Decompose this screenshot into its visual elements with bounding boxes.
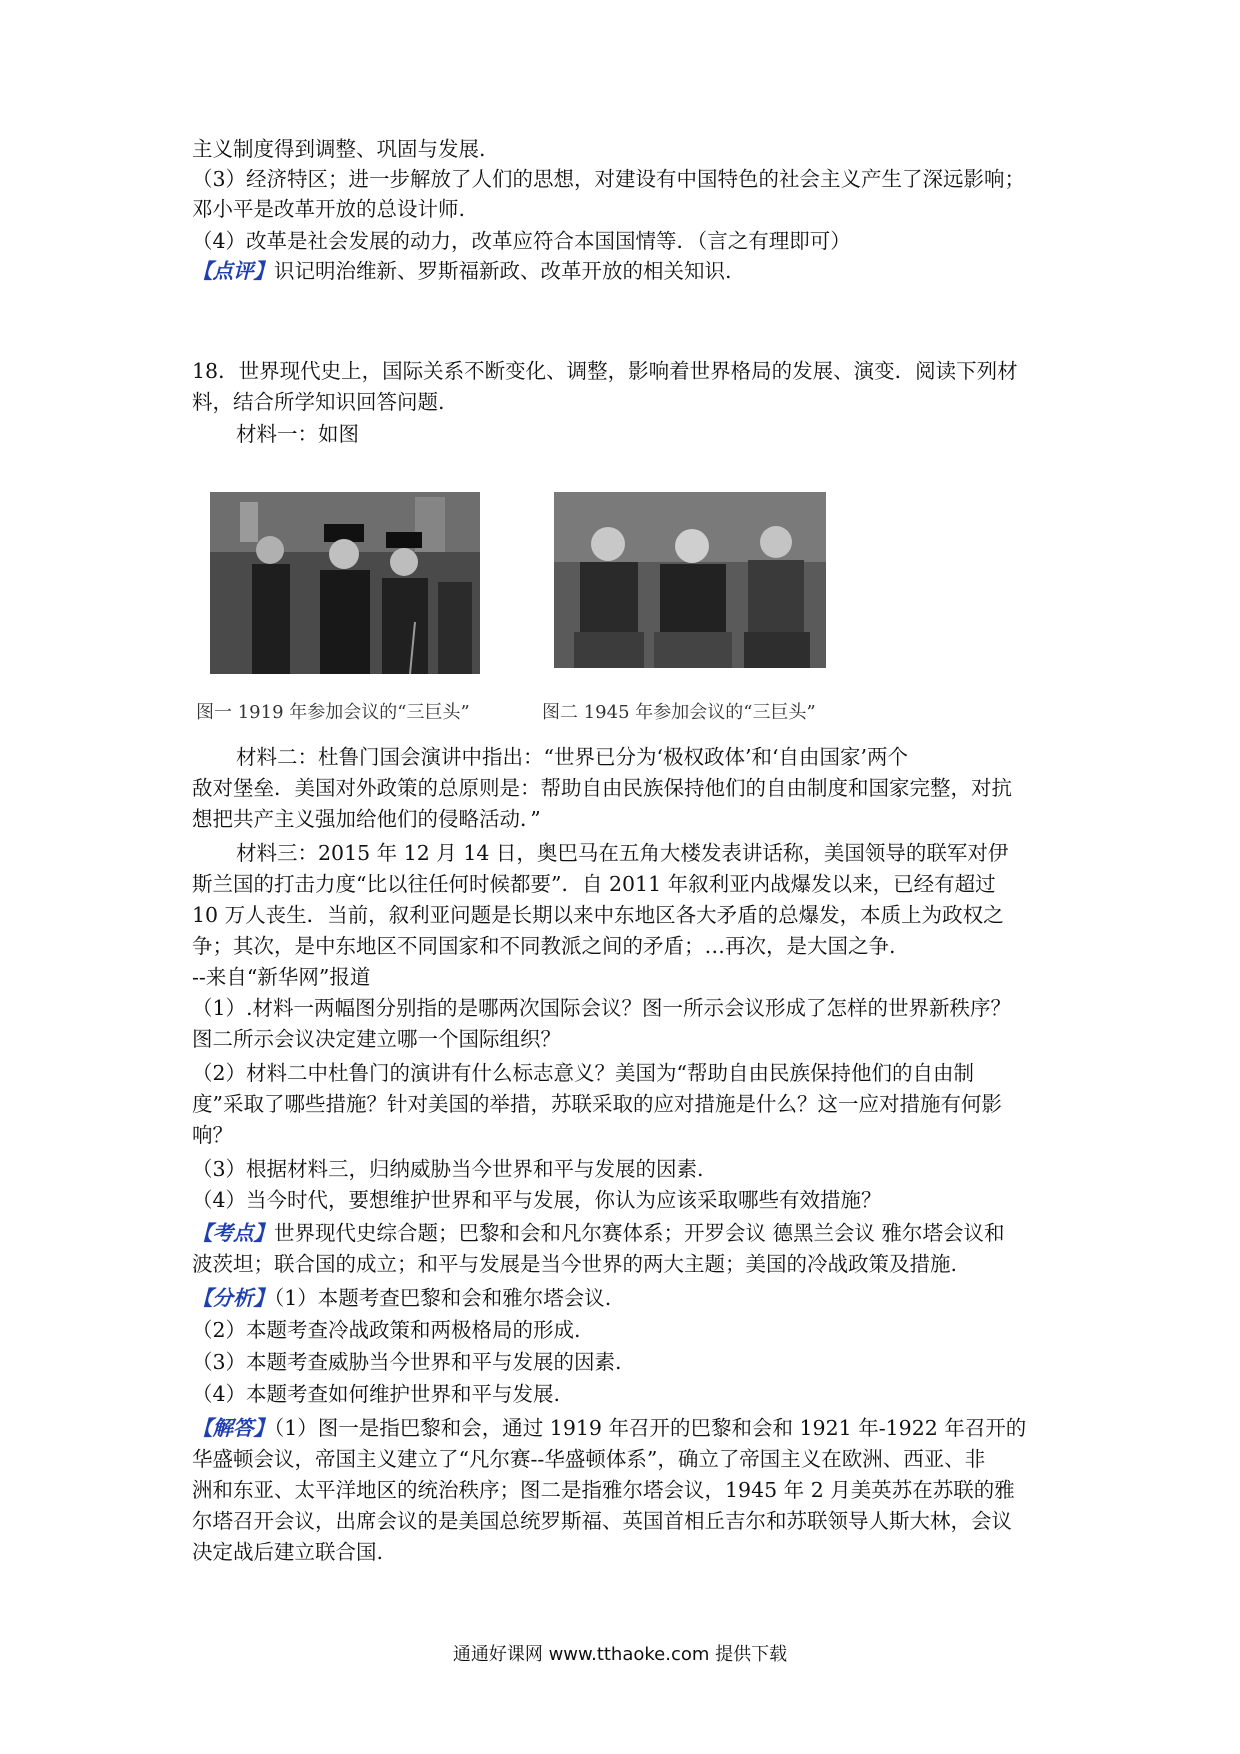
text-line: （3）经济特区；进一步解放了人们的思想，对建设有中国特色的社会主义产生了深远影响； [192,167,1026,191]
source-line: --来自“新华网”报道 [192,965,371,989]
question-part: （2）材料二中杜鲁门的演讲有什么标志意义？美国为“帮助自由民族保持他们的自由制 [192,1061,975,1085]
text-line: 洲和东亚、太平洋地区的统治秩序；图二是指雅尔塔会议，1945 年 2 月美英苏在苏联的雅 [192,1478,1015,1502]
text-line: 邓小平是改革开放的总设计师. [192,197,466,221]
text-line: （4）本题考查如何维护世界和平与发展. [192,1382,561,1406]
material-two-line: 材料二：杜鲁门国会演讲中指出：“世界已分为‘极权政体’和‘自由国家’两个 [236,745,909,769]
text-line: 10 万人丧生．当前，叙利亚问题是长期以来中东地区各大矛盾的总爆发，本质上为政权之 [192,903,1004,927]
figure-2-caption: 图二 1945 年参加会议的“三巨头” [542,702,816,723]
text-line: 华盛顿会议，帝国主义建立了“凡尔赛--华盛顿体系”，确立了帝国主义在欧洲、西亚、非 [192,1447,986,1471]
text-line: 尔塔召开会议，出席会议的是美国总统罗斯福、英国首相丘吉尔和苏联领导人斯大林，会议 [192,1509,1012,1533]
text-line: （4）改革是社会发展的动力，改革应符合本国国情等．（言之有理即可） [192,229,851,253]
text-line: 敌对堡垒．美国对外政策的总原则是：帮助自由民族保持他们的自由制度和国家完整，对抗 [192,776,1012,800]
text-line: 决定战后建立联合国. [192,1540,384,1564]
question-title: 18．世界现代史上，国际关系不断变化、调整，影响着世界格局的发展、演变．阅读下列材 [192,359,1018,383]
text-line: 度”采取了哪些措施？针对美国的举措，苏联采取的应对措施是什么？这一应对措施有何影 [192,1092,1002,1116]
comment-tag: 【点评】 [192,259,274,283]
question-part: （4）当今时代，要想维护世界和平与发展，你认为应该采取哪些有效措施？ [192,1188,882,1212]
text-line: 图二所示会议决定建立哪一个国际组织？ [192,1027,561,1051]
text-line: 料，结合所学知识回答问题. [192,390,445,414]
historical-photos [192,484,860,734]
photo-1919-big-three [210,492,480,674]
text-line: （2）本题考查冷战政策和两极格局的形成. [192,1318,581,1342]
text-line: 波茨坦；联合国的成立；和平与发展是当今世界的两大主题；美国的冷战政策及措施. [192,1252,958,1276]
text-line: 想把共产主义强加给他们的侵略活动．” [192,807,541,831]
answer-line [192,1413,1026,1443]
material-one-label: 材料一：如图 [236,422,359,446]
text-line: 争；其次，是中东地区不同国家和不同教派之间的矛盾；…再次，是大国之争. [192,934,896,958]
text-line: （3）本题考查威胁当今世界和平与发展的因素. [192,1350,622,1374]
kaodian-text: 世界现代史综合题；巴黎和会和凡尔赛体系；开罗会议 德黑兰会议 雅尔塔会议和 [274,1221,1005,1245]
footer: 通通好课网 www.tthaoke.com 提供下载 [452,1644,788,1665]
text-line: 主义制度得到调整、巩固与发展. [192,137,486,161]
comment-line [192,256,732,286]
text-line: 斯兰国的打击力度“比以往任何时候都要”．自 2011 年叙利亚内战爆发以来，已经有超过 [192,872,996,896]
question-part: （1）.材料一两幅图分别指的是哪两次国际会议？图一所示会议形成了怎样的世界新秩序？ [192,996,1012,1020]
question-part: （3）根据材料三，归纳威胁当今世界和平与发展的因素. [192,1157,704,1181]
material-three-line: 材料三：2015 年 12 月 14 日，奥巴马在五角大楼发表讲话称，美国领导的联军对伊 [236,841,1009,865]
answer-text: （1）图一是指巴黎和会，通过 1919 年召开的巴黎和会和 1921 年-1922 年召开的 [274,1416,1027,1440]
analysis-tag: 【分析】 [192,1286,274,1310]
figure-1-caption: 图一 1919 年参加会议的“三巨头” [196,702,470,723]
photo-1945-big-three [554,492,826,668]
kaodian-tag: 【考点】 [192,1221,274,1245]
analysis-text: （1）本题考查巴黎和会和雅尔塔会议. [274,1286,612,1310]
text-line: 响？ [192,1123,233,1147]
kaodian-line [192,1218,1005,1248]
comment-text: 识记明治维新、罗斯福新政、改革开放的相关知识. [274,259,732,283]
analysis-line [192,1283,611,1313]
answer-tag: 【解答】 [192,1416,274,1440]
